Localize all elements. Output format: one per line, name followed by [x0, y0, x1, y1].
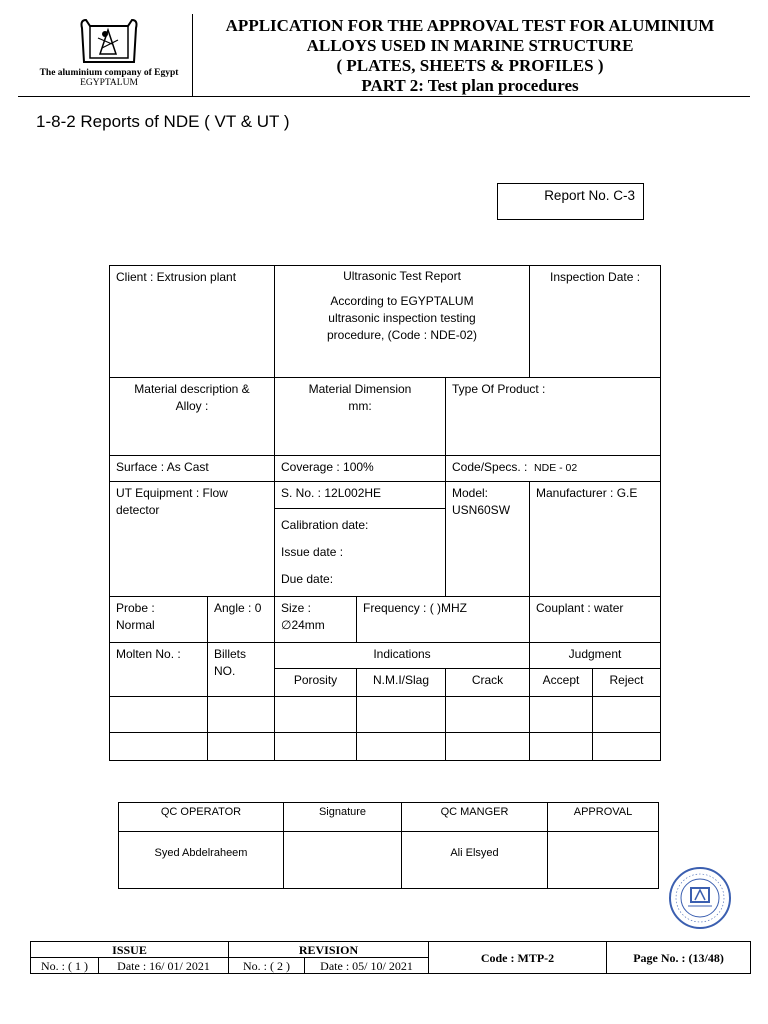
accept-header: Accept: [530, 669, 593, 697]
due-date-label: Due date:: [281, 572, 334, 586]
report-number-box: [497, 183, 644, 220]
report-number: [544, 188, 635, 203]
empty-cell: [208, 697, 275, 733]
inspection-date-cell: Inspection Date :: [530, 266, 661, 378]
signature-cell: [284, 832, 402, 889]
nmi-slag-header: N.M.I/Slag: [357, 669, 446, 697]
judgment-header: Judgment: [530, 643, 661, 669]
qc-signature-table: [118, 802, 659, 889]
report-number-label: Report No.: [544, 188, 610, 203]
company-logo-block: [28, 14, 190, 94]
issue-date-label: Issue date :: [281, 545, 344, 559]
document-title: [200, 16, 740, 96]
procedure-text: ultrasonic inspection testing: [328, 311, 476, 325]
probe-value: Normal: [116, 618, 155, 632]
report-title: Ultrasonic Test Report: [343, 269, 461, 283]
report-number-value: C-3: [613, 188, 635, 203]
couplant-cell: Couplant : water: [530, 597, 661, 643]
code-specs-cell: [446, 456, 661, 482]
billets-no-cell: [208, 643, 275, 697]
calibration-date-label: Calibration date:: [281, 518, 369, 532]
molten-no-cell: Molten No. :: [110, 643, 208, 697]
material-dimension-unit: mm:: [348, 399, 372, 413]
model-cell: [446, 482, 530, 597]
title-line: APPLICATION FOR THE APPROVAL TEST FOR ALUMINIUM: [225, 16, 715, 35]
report-title-cell: [275, 266, 530, 378]
page-number: Page No. : (13/48): [607, 942, 751, 974]
type-of-product-cell: Type Of Product :: [446, 378, 661, 456]
empty-cell: [110, 733, 208, 761]
code-specs-value: NDE - 02: [534, 462, 578, 474]
material-dimension-label: Material Dimension: [308, 382, 412, 396]
size-cell: [275, 597, 357, 643]
issue-header: ISSUE: [31, 942, 229, 958]
qc-operator-name: Syed Abdelraheem: [119, 832, 284, 889]
empty-cell: [275, 733, 357, 761]
qc-operator-header: QC OPERATOR: [119, 803, 284, 832]
empty-cell: [357, 697, 446, 733]
approval-header: APPROVAL: [548, 803, 659, 832]
qc-manager-header: QC MANGER: [402, 803, 548, 832]
manufacturer-cell: Manufacturer : G.E: [530, 482, 661, 597]
empty-cell: [208, 733, 275, 761]
ut-equipment-cell: [110, 482, 275, 597]
table-row: [110, 733, 661, 761]
issue-date: Date : 16/ 01/ 2021: [99, 958, 229, 974]
empty-cell: [530, 697, 593, 733]
crack-header: Crack: [446, 669, 530, 697]
company-name: The aluminium company of Egypt: [39, 68, 179, 78]
approval-cell: [548, 832, 659, 889]
procedure-text: According to EGYPTALUM: [330, 294, 474, 308]
company-abbrev: EGYPTALUM: [80, 78, 138, 88]
title-line: ALLOYS USED IN MARINE STRUCTURE: [306, 36, 634, 55]
header-rule: [18, 96, 750, 97]
ut-equipment-label: UT Equipment : Flow: [116, 486, 228, 500]
empty-cell: [357, 733, 446, 761]
material-dimension-cell: [275, 378, 446, 456]
empty-cell: [275, 697, 357, 733]
porosity-header: Porosity: [275, 669, 357, 697]
calibration-cell: [275, 509, 446, 597]
empty-cell: [110, 697, 208, 733]
empty-cell: [446, 733, 530, 761]
size-label: Size :: [281, 601, 312, 615]
signature-header: Signature: [284, 803, 402, 832]
revision-header: REVISION: [229, 942, 429, 958]
ut-equipment-value: detector: [116, 503, 160, 517]
reject-header: Reject: [593, 669, 661, 697]
title-line: ( PLATES, SHEETS & PROFILES ): [336, 56, 604, 75]
quality-seal-icon: [668, 866, 732, 930]
coverage-cell: Coverage : 100%: [275, 456, 446, 482]
serial-number-cell: S. No. : 12L002HE: [275, 482, 446, 509]
material-description-cell: [110, 378, 275, 456]
empty-cell: [593, 733, 661, 761]
billets-no-label: NO.: [214, 664, 236, 678]
billets-label: Billets: [214, 647, 247, 661]
title-line: PART 2: Test plan procedures: [361, 76, 579, 95]
ultrasonic-report-table: [109, 265, 661, 761]
header-divider: [192, 14, 193, 97]
empty-cell: [446, 697, 530, 733]
client-cell: Client : Extrusion plant: [110, 266, 275, 378]
document-code: Code : MTP-2: [429, 942, 607, 974]
issue-number: No. : ( 1 ): [31, 958, 99, 974]
surface-cell: Surface : As Cast: [110, 456, 275, 482]
revision-date: Date : 05/ 10/ 2021: [305, 958, 429, 974]
egyptalum-logo-icon: [78, 14, 140, 66]
code-specs-label: Code/Specs. :: [452, 460, 528, 474]
probe-label: Probe :: [116, 601, 155, 615]
qc-manager-name: Ali Elsyed: [402, 832, 548, 889]
procedure-text: procedure, (Code : NDE-02): [326, 328, 478, 342]
frequency-cell: Frequency : ( )MHZ: [357, 597, 530, 643]
revision-number: No. : ( 2 ): [229, 958, 305, 974]
empty-cell: [530, 733, 593, 761]
table-row: [110, 697, 661, 733]
empty-cell: [593, 697, 661, 733]
size-value: ∅24mm: [281, 618, 325, 632]
indications-header: Indications: [275, 643, 530, 669]
section-heading: 1-8-2 Reports of NDE ( VT & UT ): [36, 112, 290, 131]
model-value: USN60SW: [452, 503, 511, 517]
material-alloy-label: Alloy :: [175, 399, 209, 413]
model-label: Model:: [452, 486, 489, 500]
material-description-label: Material description &: [134, 382, 250, 396]
document-footer-table: [30, 941, 751, 974]
probe-cell: [110, 597, 208, 643]
angle-cell: Angle : 0: [208, 597, 275, 643]
